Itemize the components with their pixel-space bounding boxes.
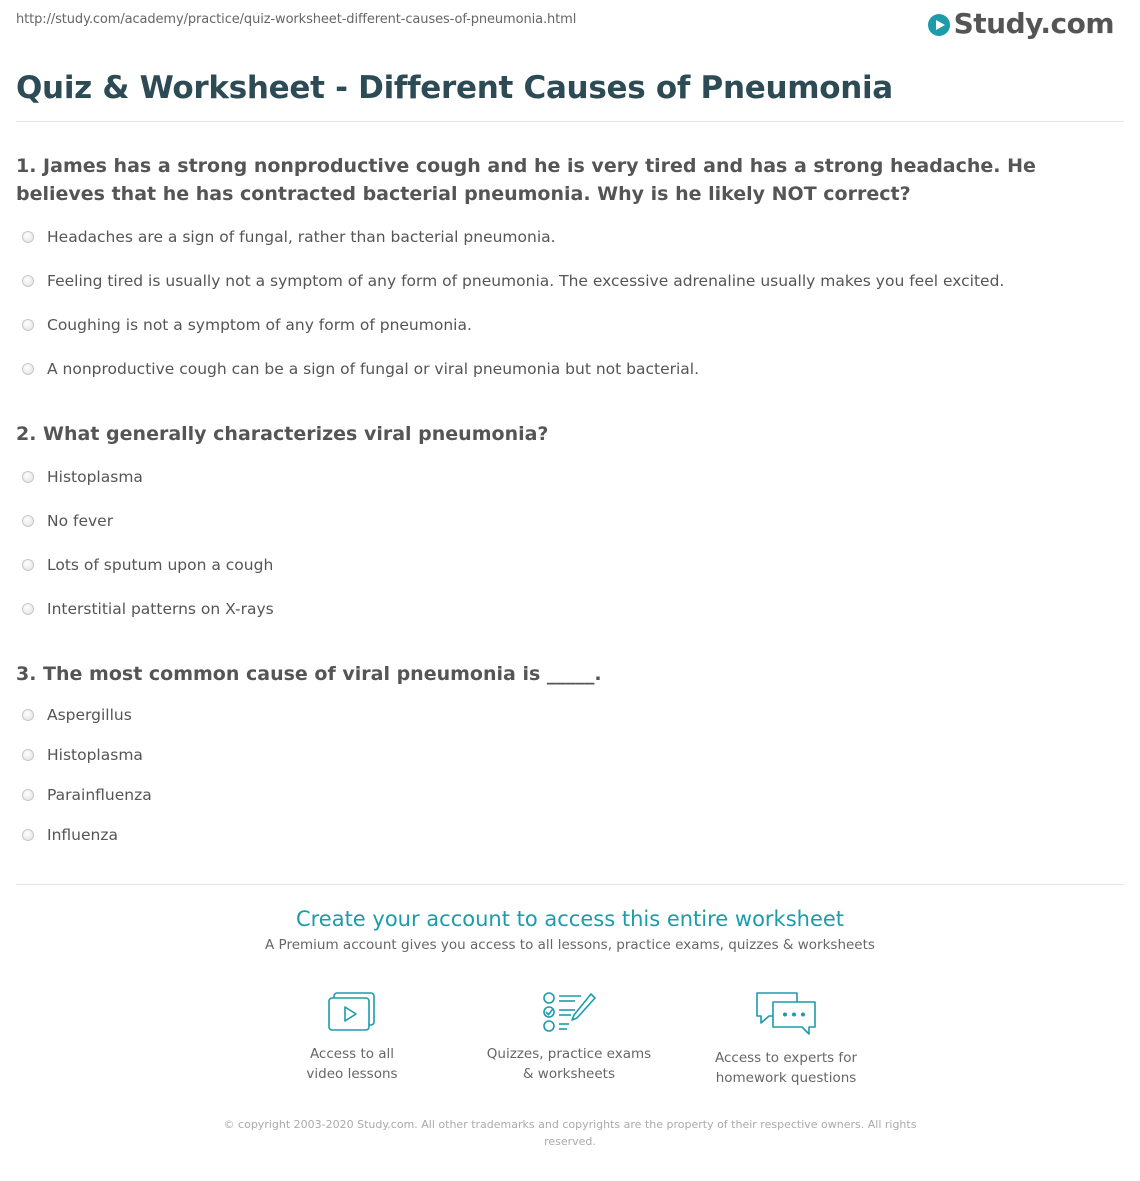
copyright-line2: reserved.	[544, 1135, 596, 1148]
answer-option[interactable]	[22, 228, 556, 246]
answer-option[interactable]	[22, 272, 1004, 290]
answer-label: Histoplasma	[47, 468, 143, 486]
answer-option[interactable]	[22, 600, 274, 618]
premium-description: A Premium account gives you access to all lessons, practice exams, quizzes & worksheets	[265, 937, 875, 953]
feature-label-line2: homework questions	[715, 1070, 857, 1086]
answer-label: A nonproductive cough can be a sign of fungal or viral pneumonia but not bacterial.	[47, 360, 700, 378]
copyright-line1: © copyright 2003-2020 Study.com. All other trademarks and copyrights are the property of their respective owners. All rights	[223, 1118, 917, 1131]
answer-label: Lots of sputum upon a cough	[47, 556, 274, 574]
radio-button[interactable]	[22, 363, 34, 375]
video-lesson-icon	[326, 990, 378, 1034]
radio-button[interactable]	[22, 603, 34, 615]
answer-option[interactable]	[22, 468, 143, 486]
logo-suffix: .com	[1040, 7, 1114, 40]
answer-label: Coughing is not a symptom of any form of pneumonia.	[47, 316, 472, 334]
answer-option[interactable]	[22, 512, 113, 530]
page-url: http://study.com/academy/practice/quiz-worksheet-different-causes-of-pneumonia.html	[16, 12, 577, 27]
answer-label: Interstitial patterns on X-rays	[47, 600, 274, 618]
feature-experts	[686, 990, 886, 1088]
answer-option[interactable]	[22, 826, 118, 844]
play-logo-icon	[928, 14, 950, 36]
answer-label: Histoplasma	[47, 746, 143, 764]
study-logo[interactable]	[928, 7, 1114, 40]
feature-label-line1: Access to all	[309, 1046, 395, 1062]
answer-option[interactable]	[22, 786, 152, 804]
feature-label-line1: Quizzes, practice exams	[486, 1046, 652, 1062]
logo-word: Study	[953, 7, 1041, 40]
question-3: 3. The most common cause of viral pneumonia is _____.	[16, 663, 602, 685]
radio-button[interactable]	[22, 319, 34, 331]
answer-option[interactable]	[22, 746, 143, 764]
question-2: 2. What generally characterizes viral pneumonia?	[16, 423, 549, 445]
answer-option[interactable]	[22, 556, 273, 574]
create-account-link[interactable]: Create your account to access this entire worksheet	[295, 907, 845, 931]
page-title: Quiz & Worksheet - Different Causes of Pneumonia	[16, 70, 893, 106]
copyright-notice	[215, 1116, 925, 1150]
answer-label: No fever	[47, 512, 114, 530]
radio-button[interactable]	[22, 559, 34, 571]
feature-video-lessons	[252, 990, 452, 1084]
radio-button[interactable]	[22, 515, 34, 527]
answer-label: Headaches are a sign of fungal, rather than bacterial pneumonia.	[47, 228, 556, 246]
answer-option[interactable]	[22, 360, 699, 378]
section-divider	[16, 884, 1124, 885]
answer-label: Aspergillus	[47, 706, 132, 724]
radio-button[interactable]	[22, 789, 34, 801]
answer-label: Parainfluenza	[47, 786, 152, 804]
answer-label: Influenza	[47, 826, 118, 844]
radio-button[interactable]	[22, 471, 34, 483]
radio-button[interactable]	[22, 749, 34, 761]
feature-label-line2: video lessons	[306, 1066, 398, 1082]
radio-button[interactable]	[22, 709, 34, 721]
feature-label-line2: & worksheets	[522, 1066, 615, 1082]
chat-bubbles-icon	[753, 990, 819, 1038]
title-divider	[16, 121, 1124, 122]
radio-button[interactable]	[22, 829, 34, 841]
question-1: 1. James has a strong nonproductive cough and he is very tired and has a strong headache. He believes that he has contracted bacterial pneumonia. Why is he likely NOT correct?	[16, 155, 1036, 205]
answer-option[interactable]	[22, 316, 472, 334]
radio-button[interactable]	[22, 231, 34, 243]
quiz-checklist-icon	[541, 990, 597, 1034]
feature-quizzes	[469, 990, 669, 1084]
radio-button[interactable]	[22, 275, 34, 287]
answer-label: Feeling tired is usually not a symptom of any form of pneumonia. The excessive adrenaline usually makes you feel excited.	[47, 272, 1005, 290]
feature-label-line1: Access to experts for	[714, 1050, 857, 1066]
answer-option[interactable]	[22, 706, 132, 724]
